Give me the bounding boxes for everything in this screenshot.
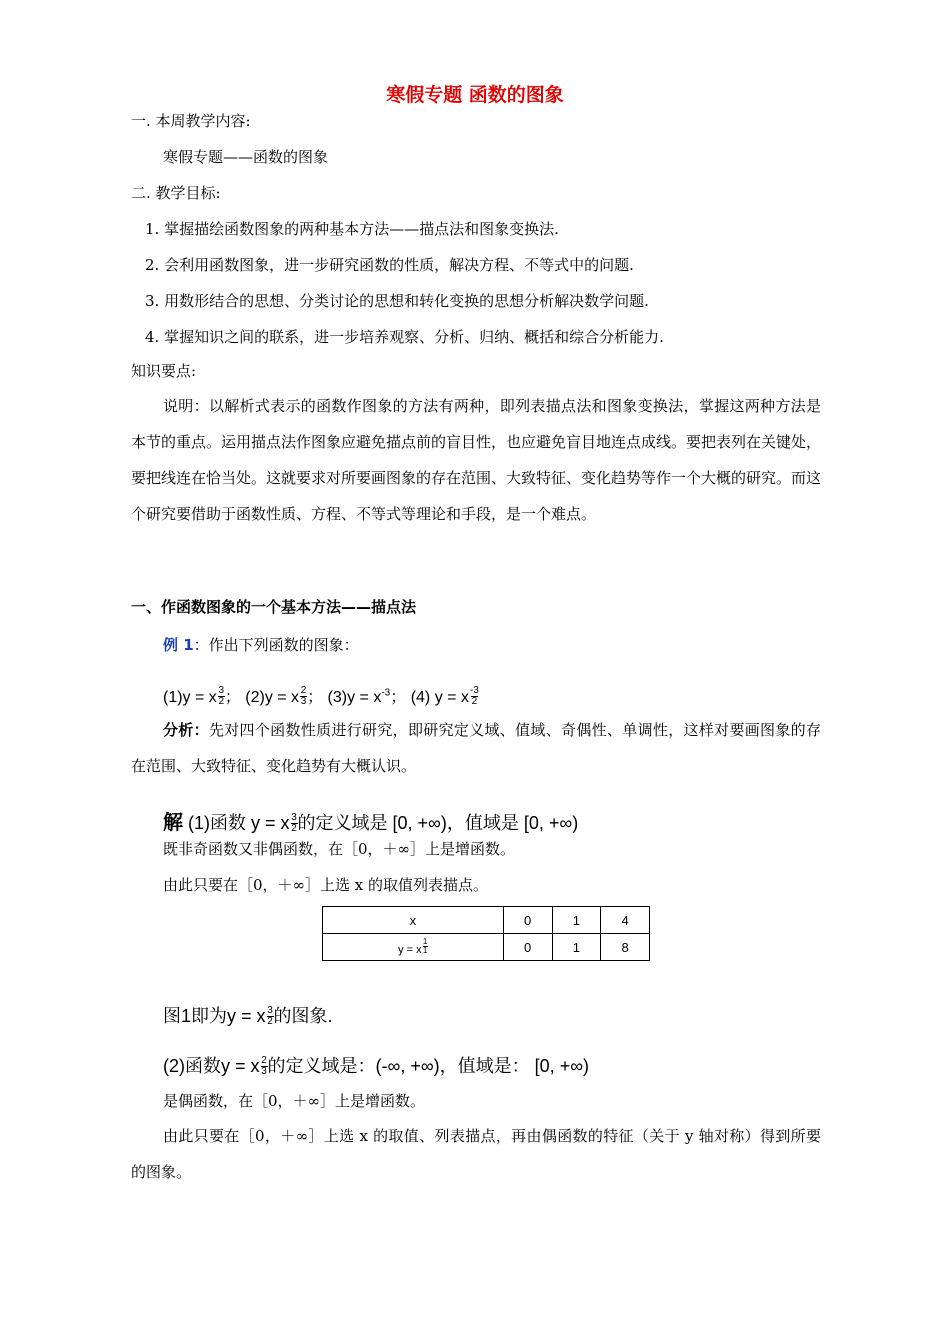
solution-part-2-line-2: 是偶函数，在［0，＋∞］上是增函数。: [163, 1092, 426, 1110]
table-header-cell: 1: [552, 907, 601, 934]
solution-part-2: (2)函数y = x $^{\frac{2}{3}}$ 的定义域是：(-∞, +∞)，值域是： [0, +∞): [163, 1055, 590, 1077]
page-title: 寒假专题 函数的图象: [386, 84, 564, 106]
section2-heading: 二. 教学目标:: [131, 184, 221, 202]
func-3: $(3)y = x^{-3}$: [327, 687, 391, 706]
method-heading: 一、作函数图象的一个基本方法——描点法: [131, 598, 417, 616]
value-table: [322, 906, 650, 961]
table-header-cell: 4: [601, 907, 650, 934]
goal-item-2: 2. 会利用函数图象，进一步研究函数的性质，解决方程、不等式中的问题.: [145, 256, 634, 274]
table-header-cell: 0: [503, 907, 552, 934]
table-row: [323, 907, 650, 934]
table-row-label: y = x $^{\frac{1}{1}}$: [323, 934, 504, 961]
func-2: (2)y = x $^{\frac{2}{3}}$: [245, 685, 307, 707]
knowledge-heading: 知识要点:: [131, 362, 197, 380]
table-cell: 8: [601, 934, 650, 961]
table-row: [323, 934, 650, 961]
analysis-label: 分析：: [163, 721, 209, 739]
example-label: 例 1: [163, 636, 194, 654]
goal-item-3: 3. 用数形结合的思想、分类讨论的思想和转化变换的思想分析解决数学问题.: [145, 292, 649, 310]
func-1: (1)y = x $^{\frac{3}{2}}$: [163, 685, 225, 707]
solution-label: 解: [163, 810, 183, 834]
solution-line-3: 由此只要在［0，＋∞］上选 x 的取值列表描点。: [163, 876, 489, 894]
section1-heading: 一. 本周教学内容:: [131, 112, 251, 130]
solution-part-2-line-3: 由此只要在［0，＋∞］上选 x 的取值、列表描点，再由偶函数的特征（关于 y 轴对称）得到所要的图象。: [131, 1127, 821, 1181]
func-4: (4) y = x $^{\frac{-3}{2}}$: [410, 685, 479, 707]
analysis-text: 先对四个函数性质进行研究，即研究定义域、值域、奇偶性、单调性，这样对要画图象的存在范围、大致特征、变化趋势有大概认识。: [131, 721, 821, 775]
analysis: [131, 712, 821, 784]
table-cell: 0: [503, 934, 552, 961]
example-1: [163, 634, 359, 655]
solution-line-2: 既非奇函数又非偶函数，在［0，＋∞］上是增函数。: [163, 840, 516, 858]
section1-content: 寒假专题——函数的图象: [163, 148, 329, 166]
table-cell: 1: [552, 934, 601, 961]
knowledge-paragraph: 说明：以解析式表示的函数作图象的方法有两种，即列表描点法和图象变换法，掌握这两种方法是本节的重点。运用描点法作图象应避免描点前的盲目性，也应避免盲目地连点成线。要把表列在关键处，要把线连在恰当处。这就要求对所要画图象的存在范围、大致特征、变化趋势等作一个大概的研究。而这个研究要借助于函数性质、方程、不等式等理论和手段，是一个难点。: [131, 397, 822, 523]
figure-caption: 图1即为y = x $^{\frac{3}{2}}$ 的图象.: [163, 1005, 333, 1027]
example-text: ：作出下列函数的图象：: [193, 636, 359, 654]
table-header-cell: x: [323, 907, 504, 934]
solution-line-1: 解 (1)函数 y = x $^{\frac{3}{2}}$ 的定义域是 [0, +∞)，值域是 [0, +∞): [163, 810, 579, 834]
goal-item-4: 4. 掌握知识之间的联系，进一步培养观察、分析、归纳、概括和综合分析能力.: [145, 328, 664, 346]
example-functions: (1)y = x $^{\frac{3}{2}}$ ； (2)y = x $^{\frac{2}{3}}$ ； $(3)y = x^{-3}$； (4) y = x $^{\frac{-3}{2}}$: [163, 685, 479, 707]
goal-item-1: 1. 掌握描绘函数图象的两种基本方法——描点法和图象变换法.: [145, 220, 559, 238]
